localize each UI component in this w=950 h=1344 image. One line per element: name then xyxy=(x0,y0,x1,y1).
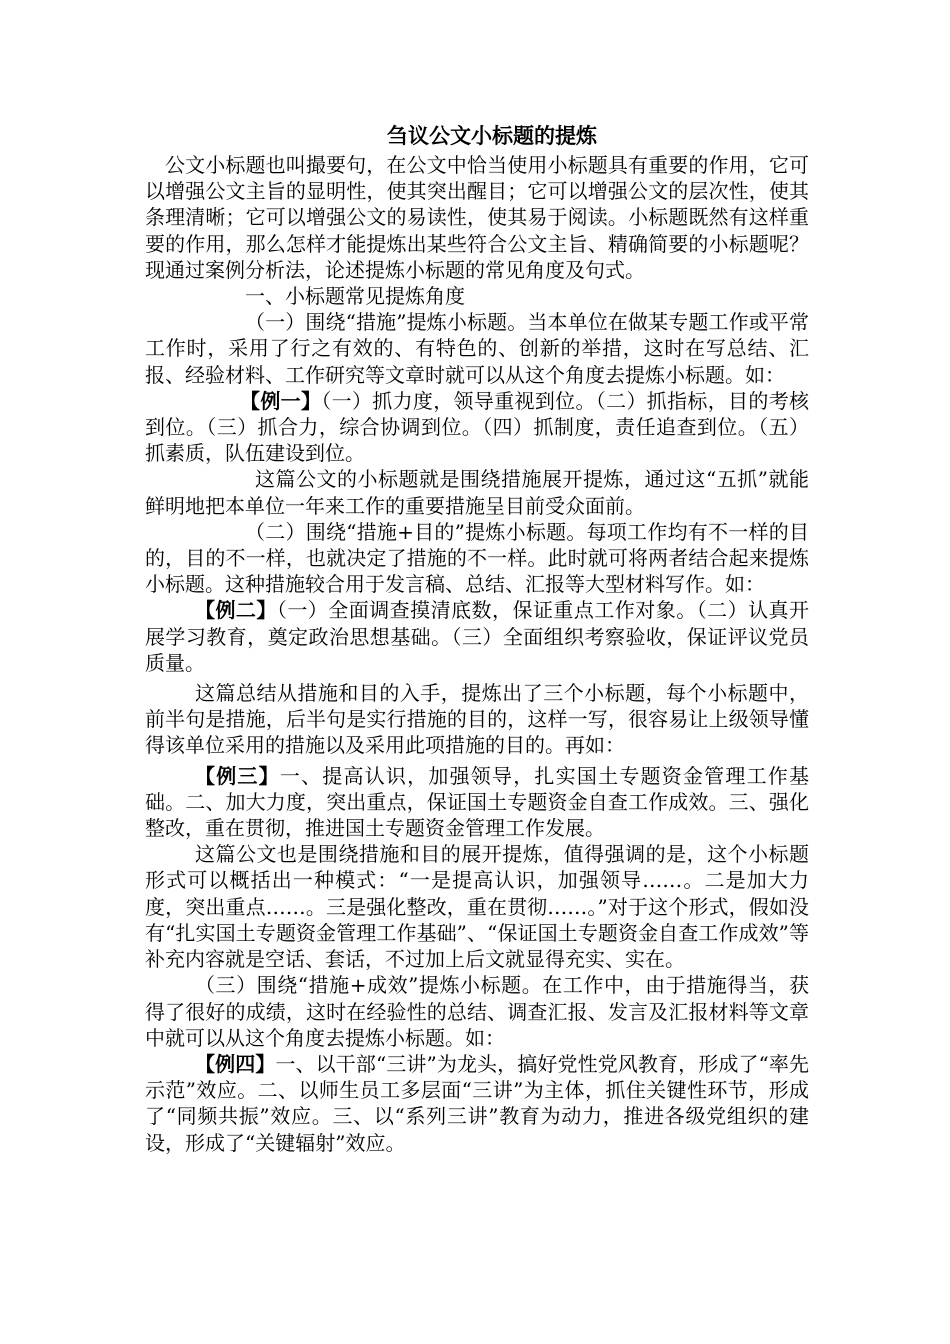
subsection-2-paragraph: （二）围绕“措施+目的”提炼小标题。每项工作均有不一样的目的，目的不一样，也就决定了措施的不一样。此时就可将两者结合起来提炼小标题。这种措施较合用于发言稿、总结、汇报等大型材料写作。如： xyxy=(145,519,809,597)
example-1-analysis: 这篇公文的小标题就是围绕措施展开提炼，通过这“五抓”就能鲜明地把本单位一年来工作的重要措施呈目前受众面前。 xyxy=(145,467,809,518)
subsection-1-paragraph: （一）围绕“措施”提炼小标题。当本单位在做某专题工作或平常工作时，采用了行之有效的、有特色的、创新的举措，这时在写总结、汇报、经验材料、工作研究等文章时就可以从这个角度去提炼小标题。如： xyxy=(145,310,809,387)
example-4-label: 【例四】 xyxy=(195,1051,276,1076)
example-2-analysis: 这篇总结从措施和目的入手，提炼出了三个小标题，每个小标题中，前半句是措施，后半句是实行措施的目的，这样一写，很容易让上级领导懂得该单位采用的措施以及采用此项措施的目的。再如： xyxy=(145,681,809,758)
intro-paragraph: 公文小标题也叫撮要句，在公文中恰当使用小标题具有重要的作用，它可以增强公文主旨的显明性，使其突出醒目；它可以增强公文的层次性，使其条理清晰；它可以增强公文的易读性，使其易于阅读。小标题既然有这样重要的作用，那么怎样才能提炼出某些符合公文主旨、精确简要的小标题呢？现通过案例分析法，论述提炼小标题的常见角度及句式。 xyxy=(145,153,809,282)
example-2-paragraph xyxy=(145,597,809,676)
example-2-text: （一）全面调查摸清底数，保证重点工作对象。（二）认真开展学习教育，奠定政治思想基础。（三）全面组织考察验收，保证评议党员质量。 xyxy=(145,598,810,675)
example-1-paragraph xyxy=(145,388,809,467)
example-1-label: 【例一】 xyxy=(240,388,322,413)
example-4-text: 一、以干部“三讲”为龙头，搞好党性党风教育，形成了“率先示范”效应。二、以师生员工多层面“三讲”为主体，抓住关键性环节，形成了“同频共振”效应。三、以“系列三讲”教育为动力，推进各级党组织的建设，形成了“关键辐射”效应。 xyxy=(145,1051,809,1155)
example-3-analysis: 这篇公文也是围绕措施和目的展开提炼，值得强调的是，这个小标题形式可以概括出一种模式：“一是提高认识，加强领导……。二是加大力度，突出重点……。三是强化整改，重在贯彻……。”对于这个形式，假如没有“扎实国土专题资金管理工作基础”、“保证国土专题资金自查工作成效”等补充内容就是空话、套话，不过加上后文就显得充实、实在。 xyxy=(145,842,809,972)
example-1-text: （一）抓力度，领导重视到位。（二）抓指标，目的考核到位。（三）抓合力，综合协调到位。（四）抓制度，责任追查到位。（五）抓素质，队伍建设到位。 xyxy=(145,388,810,466)
example-3-paragraph xyxy=(145,763,809,842)
example-3-label: 【例三】 xyxy=(195,763,280,788)
document-title: 刍议公文小标题的提炼 xyxy=(387,124,597,148)
example-2-label: 【例二】 xyxy=(195,598,277,623)
example-4-paragraph xyxy=(145,1051,809,1156)
example-3-text: 一、提高认识，加强领导，扎实国土专题资金管理工作基础。二、加大力度，突出重点，保证国土专题资金自查工作成效。三、强化整改，重在贯彻，推进国土专题资金管理工作发展。 xyxy=(145,763,810,841)
document-body xyxy=(145,120,809,1156)
subsection-3-paragraph: （三）围绕“措施+成效”提炼小标题。在工作中，由于措施得当，获得了很好的成绩，这时在经验性的总结、调查汇报、发言及汇报材料等文章中就可以从这个角度去提炼小标题。如： xyxy=(145,973,809,1050)
section-heading-1: 一、小标题常见提炼角度 xyxy=(245,284,465,309)
